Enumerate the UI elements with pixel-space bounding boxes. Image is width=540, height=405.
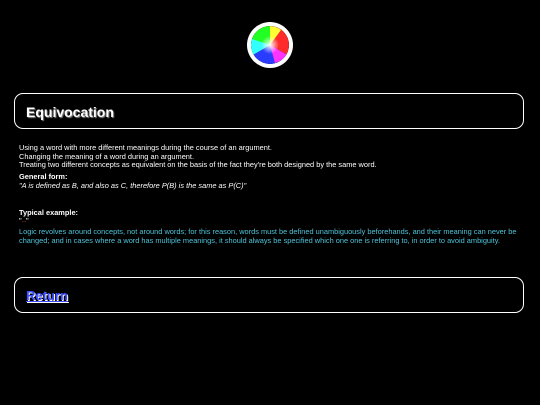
- typical-example-label: Typical example:: [19, 207, 79, 217]
- definition-line-3: Treating two different concepts as equivalent on the basis of the fact they're both designed by the same word.: [19, 160, 377, 170]
- page-title: Equivocation: [26, 104, 114, 120]
- quote-open: ": [19, 216, 22, 226]
- logo: [247, 22, 293, 68]
- explanation-note: Logic revolves around concepts, not around words; for this reason, words must be defined unambiguously beforehands, and their meaning can never be changed; and in cases where a word has multiple meanings, it should always be specified which one one is referring to, in order to avoid ambiguity.: [19, 227, 517, 245]
- quote-close: ": [25, 216, 29, 226]
- typical-example-text: [19, 217, 523, 226]
- general-form-text: "A is defined as B, and also as C, therefore P(B) is the same as P(C)": [19, 180, 247, 190]
- content-area: [19, 144, 523, 246]
- definition-line-2: Changing the meaning of a word during an argument.: [19, 151, 195, 161]
- definition-line-1: Using a word with more different meanings during the course of an argument.: [19, 143, 272, 152]
- example-content: ...: [21, 217, 26, 225]
- return-card: [14, 277, 524, 313]
- general-form-label: General form:: [19, 172, 68, 182]
- title-card: [14, 93, 524, 129]
- rgb-color-wheel-icon: [251, 26, 289, 64]
- return-link[interactable]: Return: [26, 288, 68, 303]
